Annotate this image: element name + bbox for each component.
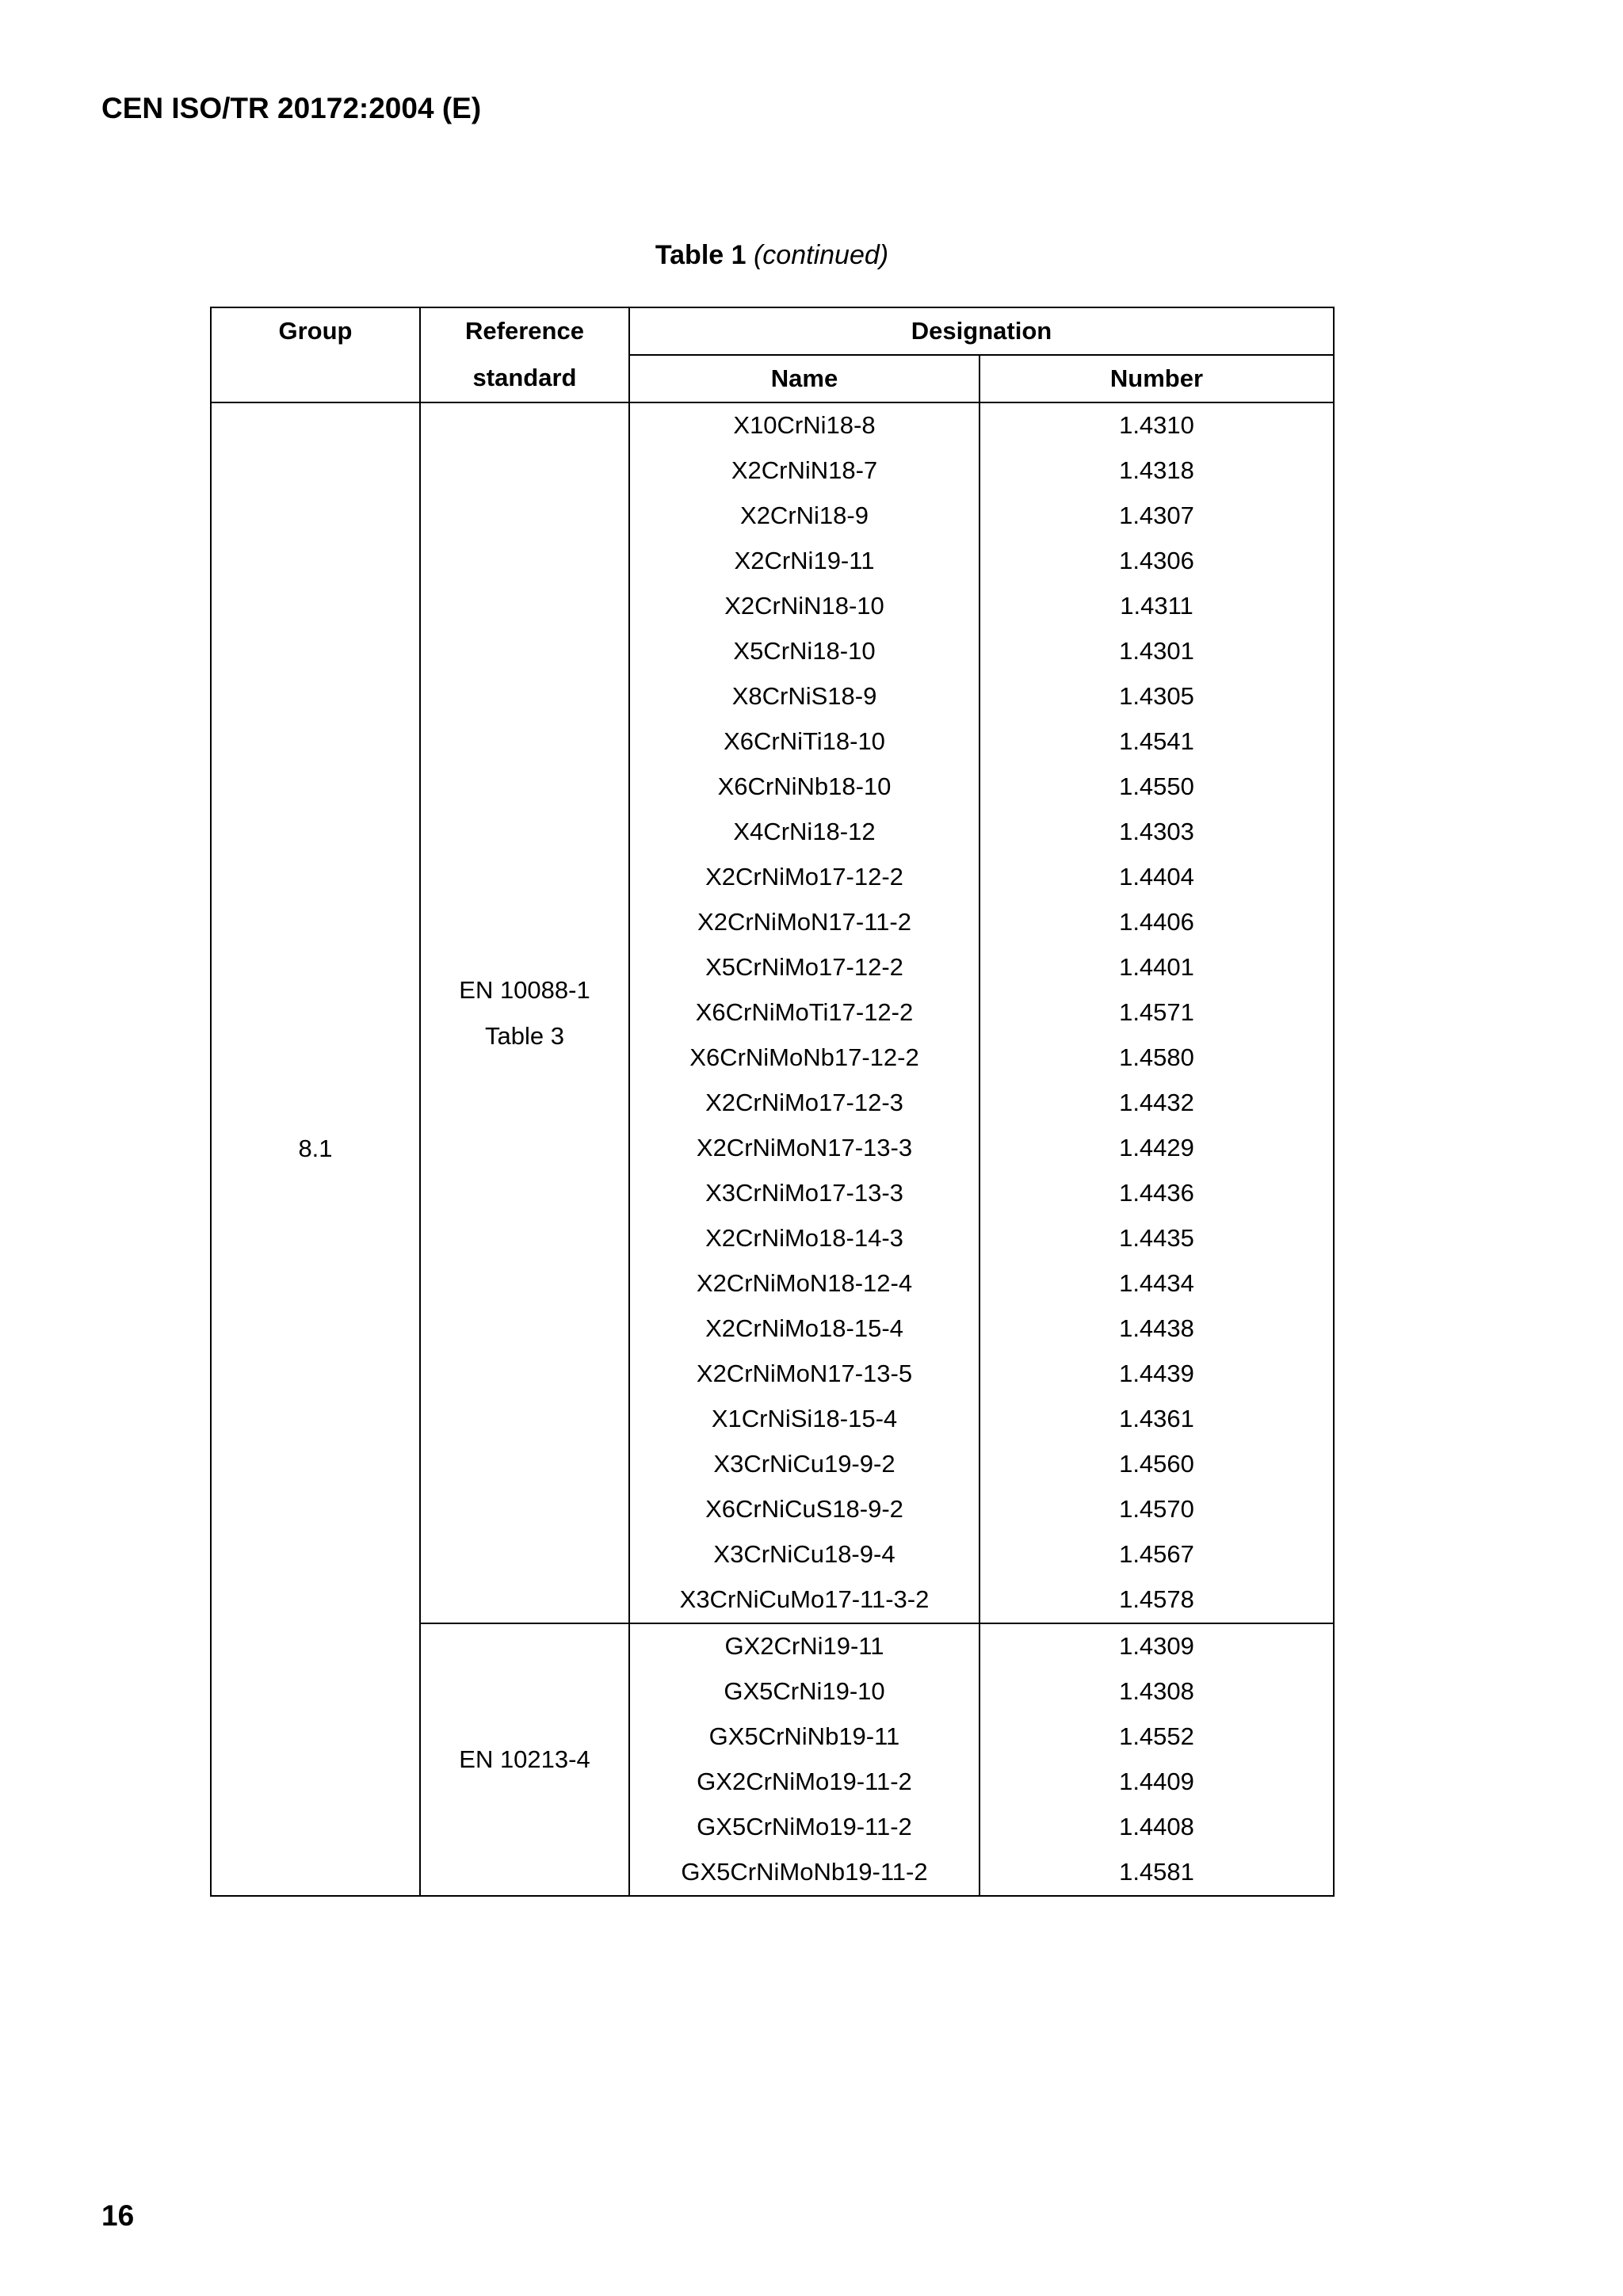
steel-name-cell: X6CrNiCuS18-9-2	[629, 1487, 980, 1532]
header-number: Number	[980, 355, 1334, 402]
header-reference-line2: standard	[420, 355, 629, 402]
steel-name-cell: GX5CrNiMoNb19-11-2	[629, 1850, 980, 1896]
reference-standard-line: EN 10088-1	[459, 975, 590, 1004]
page-number: 16	[101, 2199, 135, 2232]
steel-number-cell: 1.4307	[980, 494, 1334, 539]
header-group: Group	[211, 307, 420, 402]
steel-name-cell: X6CrNiTi18-10	[629, 719, 980, 765]
table-caption-title: Table 1	[655, 240, 747, 270]
steel-number-cell: 1.4567	[980, 1532, 1334, 1577]
steel-name-cell: GX5CrNi19-10	[629, 1669, 980, 1714]
steel-name-cell: X6CrNiNb18-10	[629, 765, 980, 810]
steel-number-cell: 1.4541	[980, 719, 1334, 765]
steel-name-cell: X2CrNi19-11	[629, 539, 980, 584]
steel-name-cell: X3CrNiCuMo17-11-3-2	[629, 1577, 980, 1623]
steel-name-cell: X10CrNi18-8	[629, 402, 980, 448]
steel-number-cell: 1.4409	[980, 1760, 1334, 1805]
steel-number-cell: 1.4581	[980, 1850, 1334, 1896]
steel-number-cell: 1.4361	[980, 1397, 1334, 1442]
steel-number-cell: 1.4309	[980, 1623, 1334, 1669]
reference-standard-cell	[420, 1623, 629, 1896]
steel-name-cell: GX5CrNiMo19-11-2	[629, 1805, 980, 1850]
steel-number-cell: 1.4436	[980, 1171, 1334, 1216]
steel-number-cell: 1.4578	[980, 1577, 1334, 1623]
steel-name-cell: X2CrNiMo18-15-4	[629, 1306, 980, 1352]
steel-number-cell: 1.4580	[980, 1035, 1334, 1081]
steel-name-cell: X2CrNiMo18-14-3	[629, 1216, 980, 1261]
steel-number-cell: 1.4434	[980, 1261, 1334, 1306]
steel-name-cell: X2CrNiMo17-12-3	[629, 1081, 980, 1126]
steel-number-cell: 1.4432	[980, 1081, 1334, 1126]
steel-name-cell: X3CrNiMo17-13-3	[629, 1171, 980, 1216]
steel-name-cell: X2CrNiMoN17-11-2	[629, 900, 980, 945]
table-caption	[0, 239, 1544, 272]
header-reference-line1: Reference	[420, 307, 629, 355]
steel-name-cell: X2CrNiN18-7	[629, 448, 980, 494]
reference-standard-cell	[420, 402, 629, 1623]
steel-number-cell: 1.4570	[980, 1487, 1334, 1532]
steel-name-cell: X2CrNi18-9	[629, 494, 980, 539]
steel-number-cell: 1.4308	[980, 1669, 1334, 1714]
steel-number-cell: 1.4439	[980, 1352, 1334, 1397]
steel-name-cell: X2CrNiN18-10	[629, 584, 980, 629]
steel-number-cell: 1.4404	[980, 855, 1334, 900]
steel-name-cell: X8CrNiS18-9	[629, 674, 980, 719]
steel-number-cell: 1.4310	[980, 402, 1334, 448]
header-name: Name	[629, 355, 980, 402]
steel-number-cell: 1.4438	[980, 1306, 1334, 1352]
steel-name-cell: X3CrNiCu18-9-4	[629, 1532, 980, 1577]
table-caption-continued: (continued)	[753, 240, 889, 270]
steel-name-cell: X1CrNiSi18-15-4	[629, 1397, 980, 1442]
steel-number-cell: 1.4401	[980, 945, 1334, 990]
steel-name-cell: X5CrNi18-10	[629, 629, 980, 674]
table-row	[211, 402, 1334, 448]
steel-number-cell: 1.4303	[980, 810, 1334, 855]
header-designation: Designation	[629, 307, 1334, 355]
steel-number-cell: 1.4318	[980, 448, 1334, 494]
steel-name-cell: GX2CrNiMo19-11-2	[629, 1760, 980, 1805]
steel-number-cell: 1.4305	[980, 674, 1334, 719]
steel-number-cell: 1.4571	[980, 990, 1334, 1035]
steel-number-cell: 1.4301	[980, 629, 1334, 674]
steel-name-cell: GX5CrNiNb19-11	[629, 1714, 980, 1760]
reference-standard-line: Table 3	[485, 1021, 564, 1050]
steel-name-cell: X6CrNiMoNb17-12-2	[629, 1035, 980, 1081]
reference-standard-line: EN 10213-4	[459, 1745, 590, 1773]
steel-number-cell: 1.4408	[980, 1805, 1334, 1850]
steel-name-cell: X2CrNiMoN17-13-3	[629, 1126, 980, 1171]
group-cell: 8.1	[211, 402, 420, 1896]
steel-number-cell: 1.4429	[980, 1126, 1334, 1171]
steel-number-cell: 1.4560	[980, 1442, 1334, 1487]
steel-number-cell: 1.4406	[980, 900, 1334, 945]
steel-name-cell: X5CrNiMo17-12-2	[629, 945, 980, 990]
steel-name-cell: X2CrNiMoN17-13-5	[629, 1352, 980, 1397]
steel-number-cell: 1.4306	[980, 539, 1334, 584]
steel-name-cell: X3CrNiCu19-9-2	[629, 1442, 980, 1487]
designation-table	[210, 307, 1335, 1897]
steel-number-cell: 1.4435	[980, 1216, 1334, 1261]
steel-name-cell: X4CrNi18-12	[629, 810, 980, 855]
steel-number-cell: 1.4550	[980, 765, 1334, 810]
document-id-header: CEN ISO/TR 20172:2004 (E)	[101, 92, 482, 124]
steel-number-cell: 1.4552	[980, 1714, 1334, 1760]
steel-number-cell: 1.4311	[980, 584, 1334, 629]
table-body	[211, 402, 1334, 1896]
steel-name-cell: GX2CrNi19-11	[629, 1623, 980, 1669]
steel-name-cell: X2CrNiMoN18-12-4	[629, 1261, 980, 1306]
steel-name-cell: X2CrNiMo17-12-2	[629, 855, 980, 900]
steel-name-cell: X6CrNiMoTi17-12-2	[629, 990, 980, 1035]
